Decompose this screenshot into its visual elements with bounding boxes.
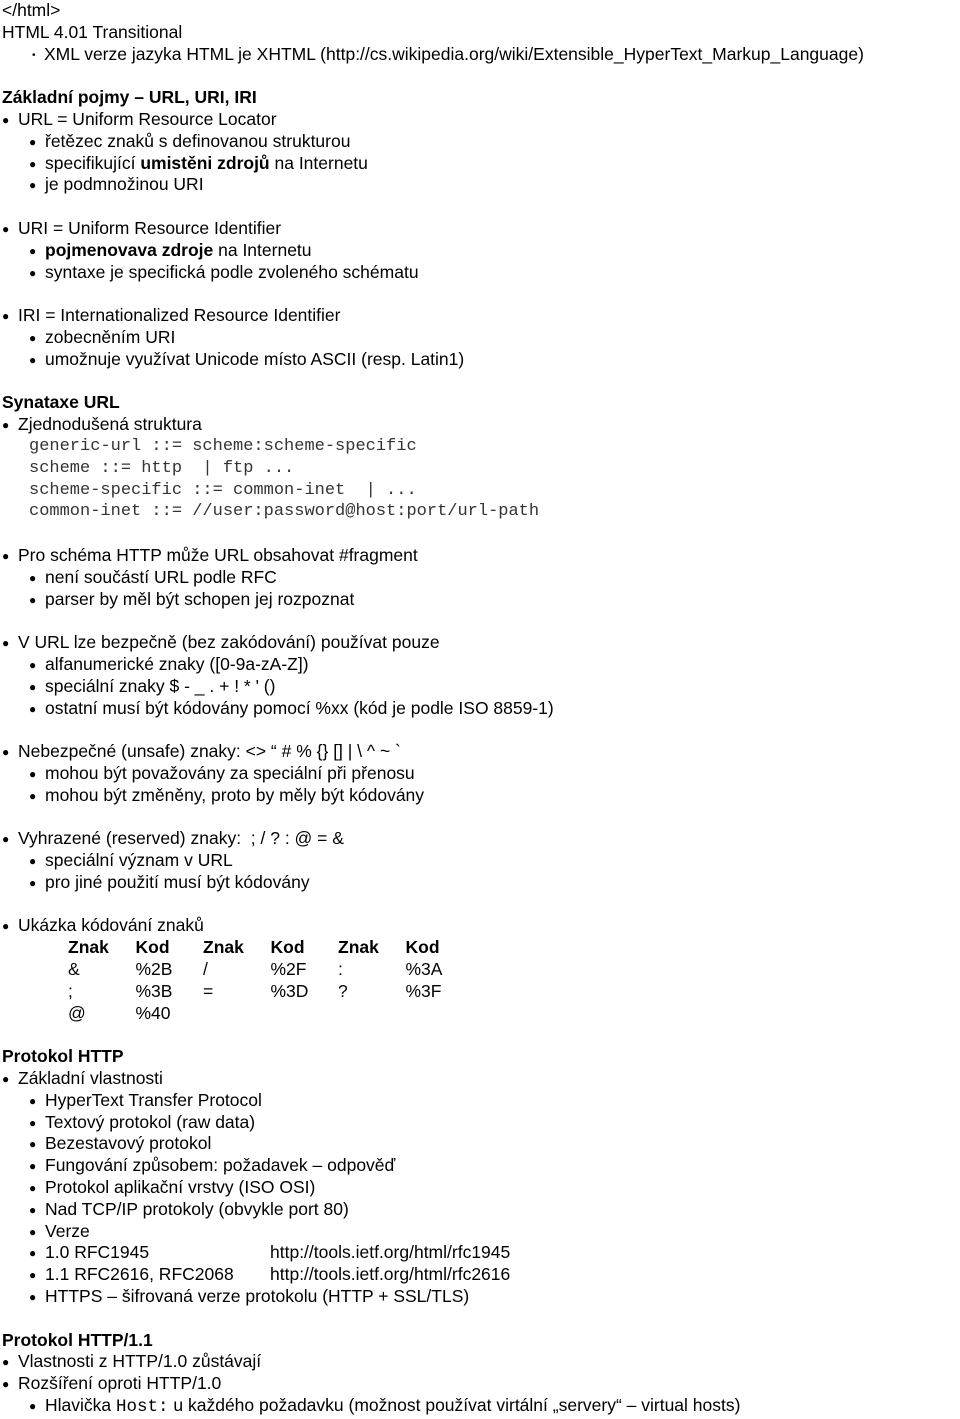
bullet-icon: ● (2, 112, 10, 127)
fragment-title: ● Pro schéma HTTP může URL obsahovat #fragment (2, 545, 958, 567)
table-cell (203, 1003, 271, 1025)
url-item: ● řetězec znaků s definovanou strukturou (2, 131, 958, 153)
http-item: ● Textový protokol (raw data) (2, 1112, 958, 1134)
table-row (68, 1003, 473, 1025)
bullet-icon: ● (29, 1137, 37, 1152)
url-title: ● URL = Uniform Resource Locator (2, 109, 958, 131)
http11-item: ● Rozšíření oproti HTTP/1.0 (2, 1373, 958, 1395)
table-cell: : (338, 959, 343, 980)
bullet-icon: ● (2, 1072, 10, 1087)
safe-item: ● speciální znaky $ - _ . + ! * ' () (2, 676, 958, 698)
bullet-icon: ● (29, 1399, 37, 1413)
bullet-icon: ● (29, 570, 37, 585)
http-item: ● Protokol aplikační vrstvy (ISO OSI) (2, 1177, 958, 1199)
safe-title: ● V URL lze bezpečně (bez zakódování) používat pouze (2, 632, 958, 654)
table-cell: %3A (405, 959, 443, 980)
table-header-row (68, 937, 473, 959)
http-item: ● Verze (2, 1221, 958, 1243)
code-line: generic-url ::= scheme:scheme-specific (29, 436, 417, 456)
closing-html-tag: </html> (2, 0, 61, 20)
syntax-simplified: ● Zjednodušená struktura (2, 414, 958, 436)
bullet-icon: ● (2, 309, 10, 324)
bullet-icon: • (32, 49, 36, 61)
http-item: ● Fungování způsobem: požadavek – odpověď (2, 1155, 958, 1177)
http-item: ● HTTPS – šifrovaná verze protokolu (HTTP + SSL/TLS) (2, 1286, 958, 1308)
encoding-table (68, 937, 473, 1024)
table-header: Znak (203, 937, 244, 958)
bullet-icon: ● (2, 832, 10, 847)
bullet-icon: ● (29, 134, 37, 149)
bullet-icon: ● (29, 1115, 37, 1130)
uri-title: ● URI = Uniform Resource Identifier (2, 218, 958, 240)
bullet-icon: ● (2, 745, 10, 760)
iri-item: ● umožnuje využívat Unicode místo ASCII (resp. Latin1) (2, 349, 958, 371)
table-row (68, 981, 473, 1003)
table-row (68, 959, 473, 981)
bullet-icon: ● (29, 854, 37, 869)
xhtml-note (2, 44, 958, 66)
xhtml-note-text: XML verze jazyka HTML je XHTML (http://cs.wikipedia.org/wiki/Extensible_HyperText_Markup_Language) (44, 43, 864, 64)
http-heading: Protokol HTTP (2, 1046, 124, 1067)
bullet-icon: ● (29, 788, 37, 803)
bullet-icon: ● (29, 265, 37, 280)
unsafe-item: ● mohou být považovány za speciální při přenosu (2, 763, 958, 785)
table-header: Kod (135, 937, 170, 958)
bullet-icon: ● (29, 592, 37, 607)
table-cell (406, 1003, 474, 1025)
table-cell: @ (68, 1002, 86, 1023)
table-cell: %3D (270, 980, 309, 1001)
http-item: ● HyperText Transfer Protocol (2, 1090, 958, 1112)
bullet-icon: ● (29, 1224, 37, 1239)
table-cell: = (203, 980, 214, 1001)
reserved-title: ● Vyhrazené (reserved) znaky: ; / ? : @ = & (2, 828, 958, 850)
host-header-item: ● Hlavička Host: u každého požadavku (možnost používat virtální „servery“ – virtual hosts) (29, 1395, 741, 1417)
table-cell: %3F (405, 980, 442, 1001)
unsafe-title: ● Nebezpečné (unsafe) znaky: <> “ # % {} [] | \ ^ ~ ` (2, 741, 958, 763)
table-header: Kod (270, 937, 305, 958)
bullet-icon: ● (29, 156, 37, 171)
bullet-icon: ● (29, 1268, 37, 1283)
url-item: ● je podmnožinou URI (2, 174, 958, 196)
table-cell: & (68, 959, 80, 980)
bullet-icon: ● (29, 352, 37, 367)
bullet-icon: ● (2, 548, 10, 563)
table-header: Znak (68, 937, 109, 958)
table-cell: %2B (135, 959, 173, 980)
bullet-icon: ● (29, 243, 37, 258)
bullet-icon: ● (29, 701, 37, 716)
bullet-icon: ● (29, 679, 37, 694)
bullet-icon: ● (29, 657, 37, 672)
uri-item: ● syntaxe je specifická podle zvoleného schématu (2, 262, 958, 284)
bullet-icon: ● (29, 1246, 37, 1261)
basics-heading: Základní pojmy – URL, URI, IRI (2, 87, 257, 108)
document-page (2, 0, 958, 1417)
code-line: scheme-specific ::= common-inet | ... (29, 480, 417, 500)
reserved-item: ● pro jiné použití musí být kódovány (2, 872, 958, 894)
http-item: ● Bezestavový protokol (2, 1133, 958, 1155)
table-cell: / (203, 959, 208, 980)
table-cell (338, 1003, 406, 1025)
rfc-link[interactable]: http://tools.ietf.org/html/rfc2616 (270, 1264, 511, 1285)
syntax-heading: Synataxe URL (2, 392, 120, 413)
bullet-icon: ● (29, 1290, 37, 1305)
table-header: Kod (405, 937, 440, 958)
http11-item: ● Vlastnosti z HTTP/1.0 zůstávají (2, 1351, 958, 1373)
bullet-icon: ● (29, 1202, 37, 1217)
fragment-item: ● parser by měl být schopen jej rozpoznat (2, 589, 958, 611)
http-version-item: ● 1.0 RFC1945 http://tools.ietf.org/html/rfc1945 (2, 1242, 958, 1264)
uri-item: ● pojmenovava zdroje na Internetu (2, 240, 958, 262)
bullet-icon: ● (29, 1159, 37, 1174)
table-cell: ? (338, 980, 348, 1001)
table-cell: %2F (270, 959, 307, 980)
http-version-item: ● 1.1 RFC2616, RFC2068 http://tools.ietf.org/html/rfc2616 (2, 1264, 958, 1286)
bullet-icon: ● (2, 636, 10, 651)
bullet-icon: ● (29, 330, 37, 345)
bullet-icon: ● (2, 221, 10, 236)
bullet-icon: ● (29, 178, 37, 193)
bullet-icon: ● (29, 875, 37, 890)
iri-title: ● IRI = Internationalized Resource Identifier (2, 305, 958, 327)
iri-item: ● zobecněním URI (2, 327, 958, 349)
safe-item: ● ostatní musí být kódovány pomocí %xx (kód je podle ISO 8859-1) (2, 698, 958, 720)
bullet-icon: ● (29, 1181, 37, 1196)
http-basic: ● Základní vlastnosti (2, 1068, 958, 1090)
table-header: Znak (338, 937, 379, 958)
http-item: ● Nad TCP/IP protokoly (obvykle port 80) (2, 1199, 958, 1221)
bullet-icon: ● (29, 1093, 37, 1108)
table-cell (271, 1003, 339, 1025)
table-cell: %40 (135, 1002, 171, 1023)
safe-item: ● alfanumerické znaky ([0-9a-zA-Z]) (2, 654, 958, 676)
html-version-line: HTML 4.01 Transitional (2, 21, 183, 42)
http11-heading: Protokol HTTP/1.1 (2, 1329, 153, 1350)
table-cell: ; (68, 980, 73, 1001)
bullet-icon: ● (2, 919, 10, 934)
code-line: common-inet ::= //user:password@host:port/url-path (29, 502, 540, 522)
code-line: scheme ::= http | ftp ... (29, 458, 295, 478)
url-item: ● specifikující umistěni zdrojů na Internetu (2, 153, 958, 175)
fragment-item: ● není součástí URL podle RFC (2, 567, 958, 589)
unsafe-item: ● mohou být změněny, proto by měly být kódovány (2, 785, 958, 807)
encoding-title: ● Ukázka kódování znaků (2, 915, 958, 937)
bullet-icon: ● (2, 418, 10, 433)
table-cell: %3B (135, 980, 173, 1001)
bullet-icon: ● (29, 766, 37, 781)
bullet-icon: ● (2, 1377, 10, 1392)
bullet-icon: ● (2, 1355, 10, 1370)
rfc-link[interactable]: http://tools.ietf.org/html/rfc1945 (270, 1242, 511, 1263)
reserved-item: ● speciální význam v URL (2, 850, 958, 872)
